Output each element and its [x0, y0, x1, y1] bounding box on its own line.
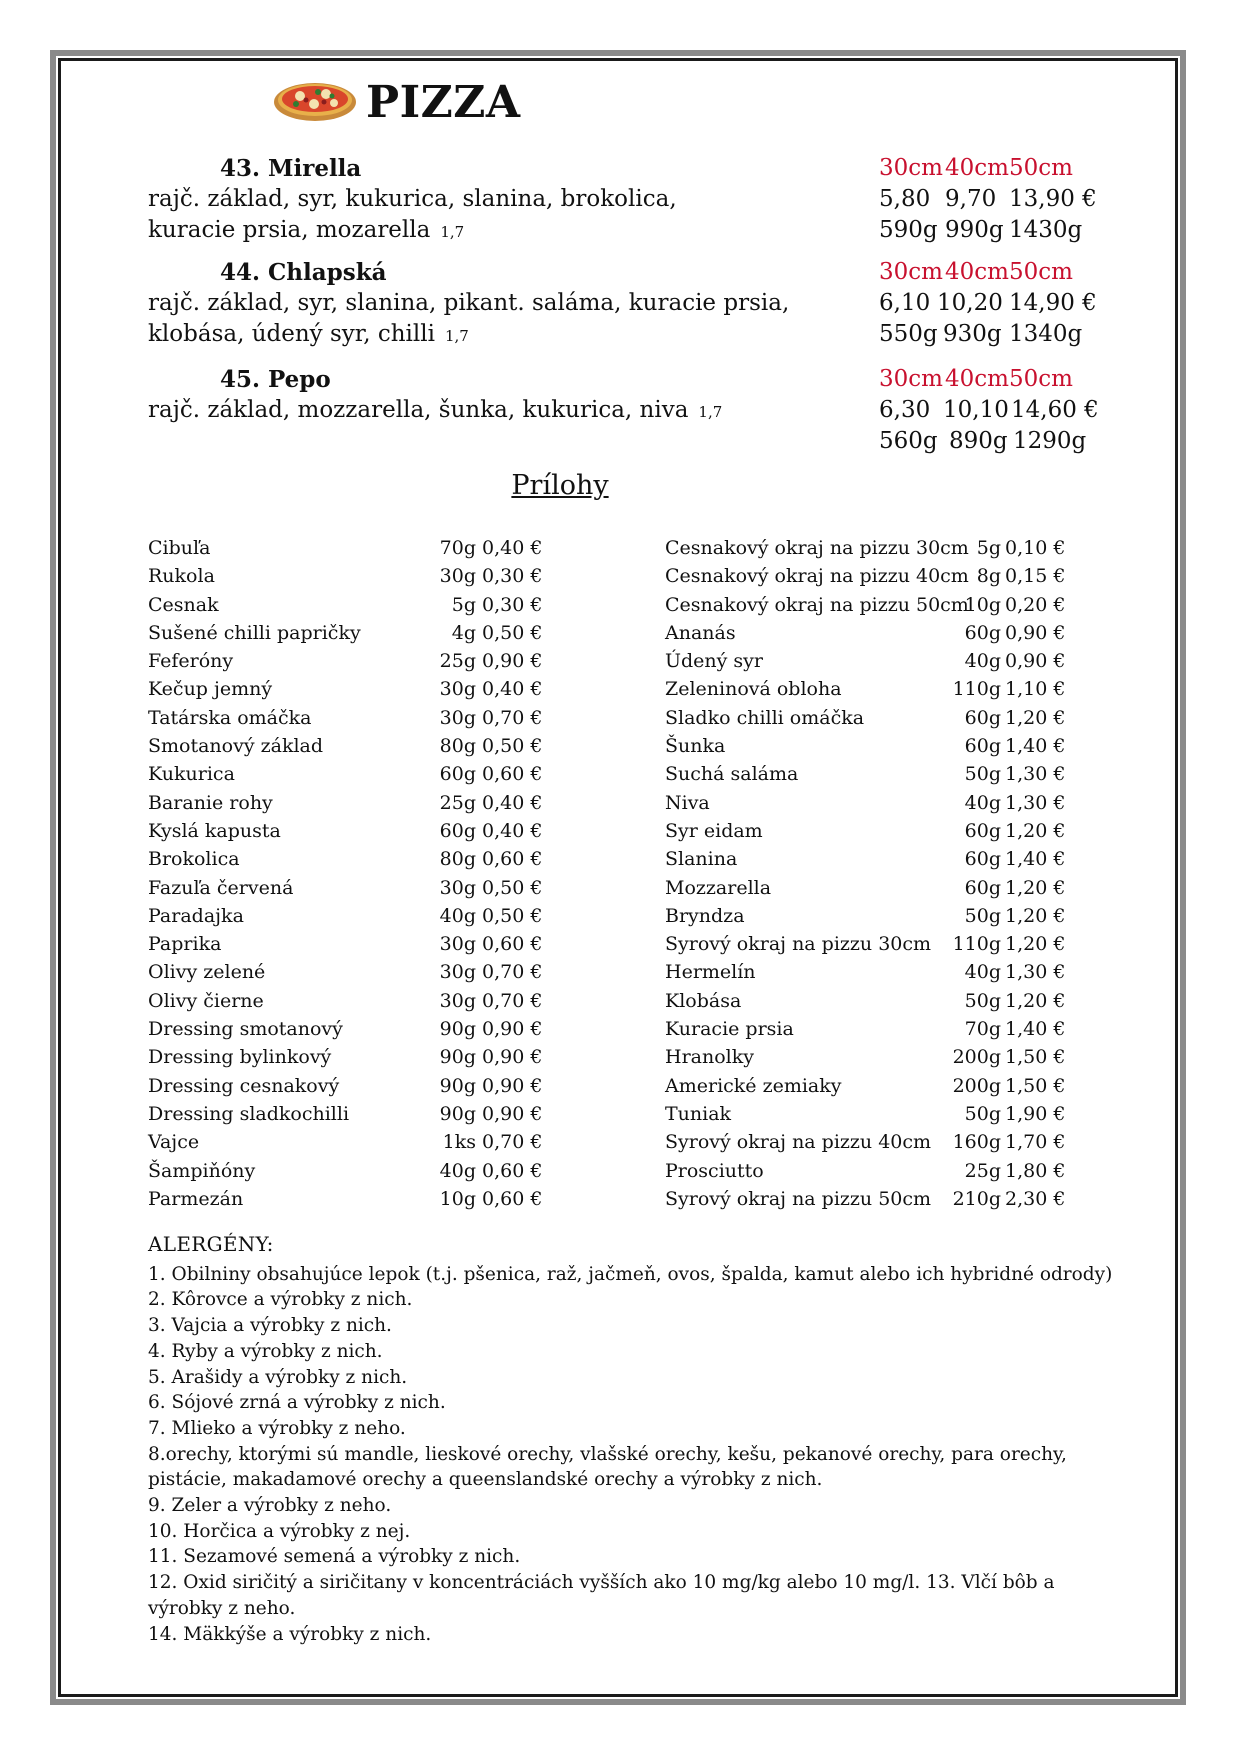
addon-name: Bryndza: [665, 904, 745, 927]
addon-name: Sladko chilli omáčka: [665, 706, 865, 729]
addon-price: 1,20 €: [1005, 904, 1066, 927]
addon-price: 0,30 €: [482, 593, 543, 616]
addon-name: Údený syr: [665, 650, 763, 673]
addon-row: [148, 1157, 548, 1185]
weight: 930g: [943, 321, 1002, 347]
addon-weight: 30g: [439, 961, 476, 984]
addon-price: 0,40 €: [482, 819, 543, 842]
addon-weight: 90g: [439, 1018, 476, 1041]
addon-row: [665, 647, 1085, 675]
weight: 990g: [945, 217, 1004, 243]
addon-row: [148, 732, 548, 760]
addon-row: [665, 958, 1085, 986]
addon-weight: 80g: [439, 848, 476, 871]
addon-weight: 70g: [964, 1018, 1001, 1041]
pizza-weights: [879, 426, 1086, 457]
addon-row: [148, 591, 548, 619]
size: 50cm: [1009, 366, 1073, 392]
weight: 550g: [879, 321, 938, 347]
addon-row: [148, 619, 548, 647]
pizza-number: 43.: [220, 155, 261, 182]
addon-name: Tatárska omáčka: [148, 706, 312, 729]
addon-row: [148, 958, 548, 986]
addon-price: 0,60 €: [482, 848, 543, 871]
addon-name: Prosciutto: [665, 1159, 764, 1182]
addon-weight: 60g: [439, 763, 476, 786]
addon-name: Mozzarella: [665, 876, 772, 899]
addon-price: 0,90 €: [1005, 650, 1066, 673]
addon-weight: 30g: [439, 989, 476, 1012]
addon-row: [665, 987, 1085, 1015]
addon-row: [665, 534, 1085, 562]
pizza-weights: [879, 319, 1082, 350]
addon-name: Cesnakový okraj na pizzu 30cm: [665, 537, 969, 559]
allergen-codes: 1,7: [698, 403, 723, 421]
addon-row: [148, 845, 548, 873]
addon-price: 1,20 €: [1005, 706, 1066, 729]
addon-weight: 30g: [439, 933, 476, 956]
pizza-number: 44.: [220, 259, 261, 286]
allergen-item: 12. Oxid siričitý a siričitany v koncentráciách vyšších ako 10 mg/kg alebo 10 mg/l. 13. Vlčí bôb a výrobky z neho.: [148, 1572, 1055, 1619]
addon-price: 0,60 €: [482, 1187, 543, 1210]
addon-price: 1,40 €: [1005, 1018, 1066, 1041]
addon-price: 0,40 €: [482, 537, 543, 559]
addon-price: 0,90 €: [1005, 621, 1066, 644]
pizza-prices: [879, 395, 1099, 426]
addon-row: [148, 562, 548, 590]
addon-weight: 40g: [439, 1159, 476, 1182]
addon-weight: 50g: [964, 904, 1001, 927]
addon-name: Cesnakový okraj na pizzu 40cm: [665, 565, 969, 588]
addon-row: [148, 647, 548, 675]
size: 30cm: [879, 155, 943, 181]
addon-price: 0,90 €: [482, 650, 543, 673]
addon-row: [665, 845, 1085, 873]
addon-weight: 70g: [439, 537, 476, 559]
addon-row: [665, 732, 1085, 760]
addon-weight: 200g: [952, 1074, 1001, 1097]
allergen-item: 11. Sezamové semená a výrobky z nich.: [148, 1546, 521, 1568]
allergen-item: 10. Horčica a výrobky z nej.: [148, 1520, 411, 1542]
allergen-item: 7. Mlieko a výrobky z neho.: [148, 1417, 406, 1439]
addon-row: [665, 1072, 1085, 1100]
addon-name: Vajce: [148, 1131, 200, 1154]
pizza-name: [220, 257, 387, 288]
addon-weight: 40g: [439, 904, 476, 927]
pizza-description: rajč. základ, syr, slanina, pikant. saláma, kuracie prsia,: [148, 290, 790, 316]
addon-price: 0,70 €: [482, 706, 543, 729]
addon-price: 0,60 €: [482, 1159, 543, 1182]
addon-name: Americké zemiaky: [665, 1074, 842, 1097]
allergens-list: [148, 1262, 1128, 1648]
addon-row: [148, 930, 548, 958]
addon-row: [148, 675, 548, 703]
addon-weight: 50g: [964, 1102, 1001, 1125]
addon-weight: 25g: [439, 791, 476, 814]
addon-weight: 5g: [451, 593, 476, 616]
addon-price: 1,30 €: [1005, 763, 1066, 786]
addon-weight: 8g: [976, 565, 1001, 588]
addon-name: Smotanový základ: [148, 735, 324, 758]
addon-name: Slanina: [665, 848, 738, 871]
pizza-sizes: [879, 364, 1073, 395]
addon-weight: 110g: [952, 678, 1001, 701]
pizza-title: Mirella: [268, 155, 362, 182]
weight: 1290g: [1013, 428, 1087, 454]
addon-row: [148, 902, 548, 930]
addon-price: 1,20 €: [1005, 989, 1066, 1012]
addon-name: Dressing bylinkový: [148, 1046, 332, 1069]
allergen-item: 5. Arašidy a výrobky z nich.: [148, 1366, 408, 1388]
addon-price: 1,50 €: [1005, 1046, 1066, 1069]
addon-weight: 80g: [439, 735, 476, 758]
addon-weight: 50g: [964, 763, 1001, 786]
allergen-item: 4. Ryby a výrobky z nich.: [148, 1340, 383, 1362]
size: 40cm: [945, 366, 1009, 392]
weight: 590g: [879, 217, 938, 243]
addon-weight: 60g: [964, 848, 1001, 871]
addon-row: [665, 619, 1085, 647]
addon-name: Kyslá kapusta: [148, 819, 281, 842]
pizza-description: klobása, údený syr, chilli 1,7: [148, 321, 469, 347]
pizza-description: rajč. základ, mozzarella, šunka, kukurica, niva 1,7: [148, 397, 723, 423]
pizza-name: [220, 153, 361, 184]
addon-name: Tuniak: [665, 1102, 732, 1125]
addon-price: 0,90 €: [482, 1074, 543, 1097]
addon-name: Cesnak: [148, 593, 219, 616]
addon-name: Paprika: [148, 933, 222, 956]
allergen-item: 8.orechy, ktorými sú mandle, lieskové orechy, vlašské orechy, kešu, pekanové orechy, para orechy, pistácie, makadamové orechy a queenslandské orechy a výrobky z nich.: [148, 1443, 1067, 1491]
addon-name: Hranolky: [665, 1046, 754, 1069]
addon-weight: 4g: [451, 621, 476, 644]
allergen-item: 6. Sójové zrná a výrobky z nich.: [148, 1392, 446, 1414]
addon-row: [148, 1185, 548, 1213]
size: 50cm: [1009, 155, 1073, 181]
addon-name: Dressing smotanový: [148, 1018, 343, 1041]
addon-price: 1,90 €: [1005, 1102, 1066, 1125]
addon-price: 1,70 €: [1005, 1131, 1066, 1154]
price: 10,10: [943, 397, 1009, 423]
addon-name: Kuracie prsia: [665, 1018, 794, 1041]
addon-price: 0,50 €: [482, 735, 543, 758]
addon-name: Syr eidam: [665, 819, 763, 842]
addon-price: 0,50 €: [482, 904, 543, 927]
addon-price: 0,60 €: [482, 763, 543, 786]
addon-weight: 30g: [439, 876, 476, 899]
addon-row: [148, 1043, 548, 1071]
addon-weight: 5g: [976, 537, 1001, 559]
addon-row: [665, 760, 1085, 788]
addon-price: 0,40 €: [482, 791, 543, 814]
addon-row: [148, 704, 548, 732]
weight: 560g: [879, 428, 938, 454]
addon-row: [148, 760, 548, 788]
weight: 1430g: [1009, 217, 1083, 243]
addon-weight: 50g: [964, 989, 1001, 1012]
addon-price: 1,10 €: [1005, 678, 1066, 701]
addon-row: [148, 817, 548, 845]
addon-price: 2,30 €: [1005, 1187, 1066, 1210]
price: 14,60 €: [1011, 397, 1099, 423]
addon-row: [665, 902, 1085, 930]
addon-weight: 110g: [952, 933, 1001, 956]
addon-weight: 40g: [964, 791, 1001, 814]
pizza-prices: [879, 184, 1097, 215]
addon-price: 1,30 €: [1005, 961, 1066, 984]
addon-weight: 200g: [952, 1046, 1001, 1069]
addon-weight: 210g: [952, 1187, 1001, 1210]
addon-row: [665, 1157, 1085, 1185]
addon-weight: 160g: [952, 1131, 1001, 1154]
weight: 1340g: [1009, 321, 1083, 347]
allergen-item: 2. Kôrovce a výrobky z nich.: [148, 1289, 413, 1311]
allergen-item: 14. Mäkkýše a výrobky z nich.: [148, 1623, 432, 1645]
pizza-sizes: [879, 257, 1073, 288]
addon-name: Sušené chilli papričky: [148, 621, 361, 644]
addon-row: [665, 789, 1085, 817]
addon-row: [148, 1128, 548, 1156]
addon-name: Suchá saláma: [665, 763, 799, 786]
pizza-item: [148, 364, 1120, 457]
price: 6,30: [879, 397, 931, 423]
addon-weight: 90g: [439, 1074, 476, 1097]
pizza-sizes: [879, 153, 1073, 184]
allergens-section: [148, 1232, 1128, 1647]
addon-price: 1,40 €: [1005, 735, 1066, 758]
price: 9,70: [945, 186, 997, 212]
pizza-weights: [879, 215, 1082, 246]
addon-row: [148, 874, 548, 902]
addon-weight: 30g: [439, 565, 476, 588]
size: 30cm: [879, 259, 943, 285]
addon-price: 0,90 €: [482, 1046, 543, 1069]
addon-price: 0,50 €: [482, 621, 543, 644]
price: 13,90 €: [1009, 186, 1097, 212]
addon-weight: 90g: [439, 1102, 476, 1125]
addon-row: [148, 789, 548, 817]
addon-name: Olivy čierne: [148, 989, 264, 1012]
addon-price: 0,40 €: [482, 678, 543, 701]
addons-list-right: [665, 534, 1085, 1213]
addon-row: [665, 1043, 1085, 1071]
addon-row: [665, 1100, 1085, 1128]
addon-name: Paradajka: [148, 904, 244, 927]
addon-price: 1,80 €: [1005, 1159, 1066, 1182]
addons-title: Prílohy: [511, 470, 609, 501]
addon-price: 1,50 €: [1005, 1074, 1066, 1097]
addon-row: [665, 1185, 1085, 1213]
addon-row: [148, 1100, 548, 1128]
addon-row: [665, 562, 1085, 590]
addon-price: 0,20 €: [1005, 593, 1066, 616]
pizza-title: Chlapská: [268, 259, 387, 286]
addon-price: 1,20 €: [1005, 933, 1066, 956]
price: 6,10: [879, 290, 931, 316]
addon-price: 0,30 €: [482, 565, 543, 588]
addon-row: [665, 817, 1085, 845]
addon-weight: 10g: [964, 593, 1001, 616]
addon-row: [665, 1015, 1085, 1043]
addon-name: Šampiňóny: [148, 1159, 256, 1182]
addon-name: Feferóny: [148, 650, 234, 673]
addon-name: Kukurica: [148, 763, 235, 786]
addon-row: [665, 675, 1085, 703]
allergen-codes: 1,7: [440, 223, 465, 241]
addon-weight: 60g: [964, 819, 1001, 842]
addon-price: 1,30 €: [1005, 791, 1066, 814]
price: 14,90 €: [1009, 290, 1097, 316]
addon-name: Olivy zelené: [148, 961, 266, 984]
addon-price: 0,90 €: [482, 1102, 543, 1125]
size: 40cm: [945, 259, 1009, 285]
addon-name: Cibuľa: [148, 537, 211, 559]
size: 40cm: [945, 155, 1009, 181]
pizza-prices: [879, 288, 1097, 319]
addon-name: Zeleninová obloha: [665, 678, 842, 701]
page-title: PIZZA: [366, 76, 521, 128]
addon-weight: 60g: [964, 621, 1001, 644]
pizza-icon: [272, 77, 358, 127]
pizza-description: kuracie prsia, mozarella 1,7: [148, 217, 465, 243]
allergens-title: ALERGÉNY:: [148, 1232, 274, 1256]
pizza-title: Pepo: [268, 366, 331, 393]
size: 50cm: [1009, 259, 1073, 285]
addon-weight: 60g: [964, 876, 1001, 899]
addon-price: 1,20 €: [1005, 819, 1066, 842]
addon-name: Ananás: [665, 621, 736, 644]
addon-row: [148, 1072, 548, 1100]
addon-price: 0,70 €: [482, 961, 543, 984]
addon-row: [665, 591, 1085, 619]
price: 10,20: [937, 290, 1003, 316]
pizza-item: [148, 257, 1120, 350]
addon-price: 0,70 €: [482, 1131, 543, 1154]
addon-row: [665, 874, 1085, 902]
addon-name: Baranie rohy: [148, 791, 273, 814]
addon-price: 0,50 €: [482, 876, 543, 899]
addon-name: Hermelín: [665, 961, 756, 984]
addon-row: [665, 704, 1085, 732]
addon-name: Kečup jemný: [148, 678, 273, 701]
addon-weight: 30g: [439, 678, 476, 701]
addon-row: [148, 1015, 548, 1043]
addon-weight: 30g: [439, 706, 476, 729]
price: 5,80: [879, 186, 931, 212]
addon-row: [665, 930, 1085, 958]
pizza-number: 45.: [220, 366, 261, 393]
addon-name: Rukola: [148, 565, 215, 588]
addon-weight: 25g: [964, 1159, 1001, 1182]
addon-price: 0,90 €: [482, 1018, 543, 1041]
pizza-item: [148, 153, 1120, 246]
allergen-item: 9. Zeler a výrobky z neho.: [148, 1495, 392, 1517]
addon-price: 0,15 €: [1005, 565, 1066, 588]
addon-row: [148, 987, 548, 1015]
addon-weight: 10g: [439, 1187, 476, 1210]
addon-weight: 60g: [964, 735, 1001, 758]
addon-name: Cesnakový okraj na pizzu 50cm: [665, 593, 969, 616]
addon-weight: 25g: [439, 650, 476, 673]
addon-weight: 40g: [964, 961, 1001, 984]
pizza-description: rajč. základ, syr, kukurica, slanina, brokolica,: [148, 186, 677, 212]
addon-name: Parmezán: [148, 1187, 244, 1210]
addon-name: Dressing cesnakový: [148, 1074, 340, 1097]
addon-row: [665, 1128, 1085, 1156]
addons-list-left: [148, 534, 548, 1213]
pizza-name: [220, 364, 331, 395]
allergen-item: 1. Obilniny obsahujúce lepok (t.j. pšenica, raž, jačmeň, ovos, špalda, kamut alebo ich hybridné odrody): [148, 1263, 1113, 1285]
allergen-item: 3. Vajcia a výrobky z nich.: [148, 1315, 392, 1337]
addon-weight: 60g: [439, 819, 476, 842]
addon-price: 0,60 €: [482, 933, 543, 956]
addon-weight: 40g: [964, 650, 1001, 673]
addon-row: [148, 534, 548, 562]
weight: 890g: [949, 428, 1008, 454]
addon-weight: 1ks: [442, 1131, 476, 1154]
title-row: [272, 72, 521, 132]
addon-name: Dressing sladkochilli: [148, 1102, 350, 1125]
addon-name: Syrový okraj na pizzu 30cm: [665, 933, 932, 956]
addon-name: Brokolica: [148, 848, 240, 871]
addon-name: Syrový okraj na pizzu 40cm: [665, 1131, 932, 1154]
addon-weight: 60g: [964, 706, 1001, 729]
addon-price: 0,10 €: [1005, 537, 1066, 559]
addon-name: Fazuľa červená: [148, 876, 294, 899]
addon-price: 0,70 €: [482, 989, 543, 1012]
addon-price: 1,20 €: [1005, 876, 1066, 899]
addon-weight: 90g: [439, 1046, 476, 1069]
addon-name: Syrový okraj na pizzu 50cm: [665, 1187, 932, 1210]
addon-price: 1,40 €: [1005, 848, 1066, 871]
addon-name: Šunka: [665, 735, 726, 758]
allergen-codes: 1,7: [444, 327, 469, 345]
addon-name: Klobása: [665, 989, 742, 1012]
size: 30cm: [879, 366, 943, 392]
addon-name: Niva: [665, 791, 710, 814]
